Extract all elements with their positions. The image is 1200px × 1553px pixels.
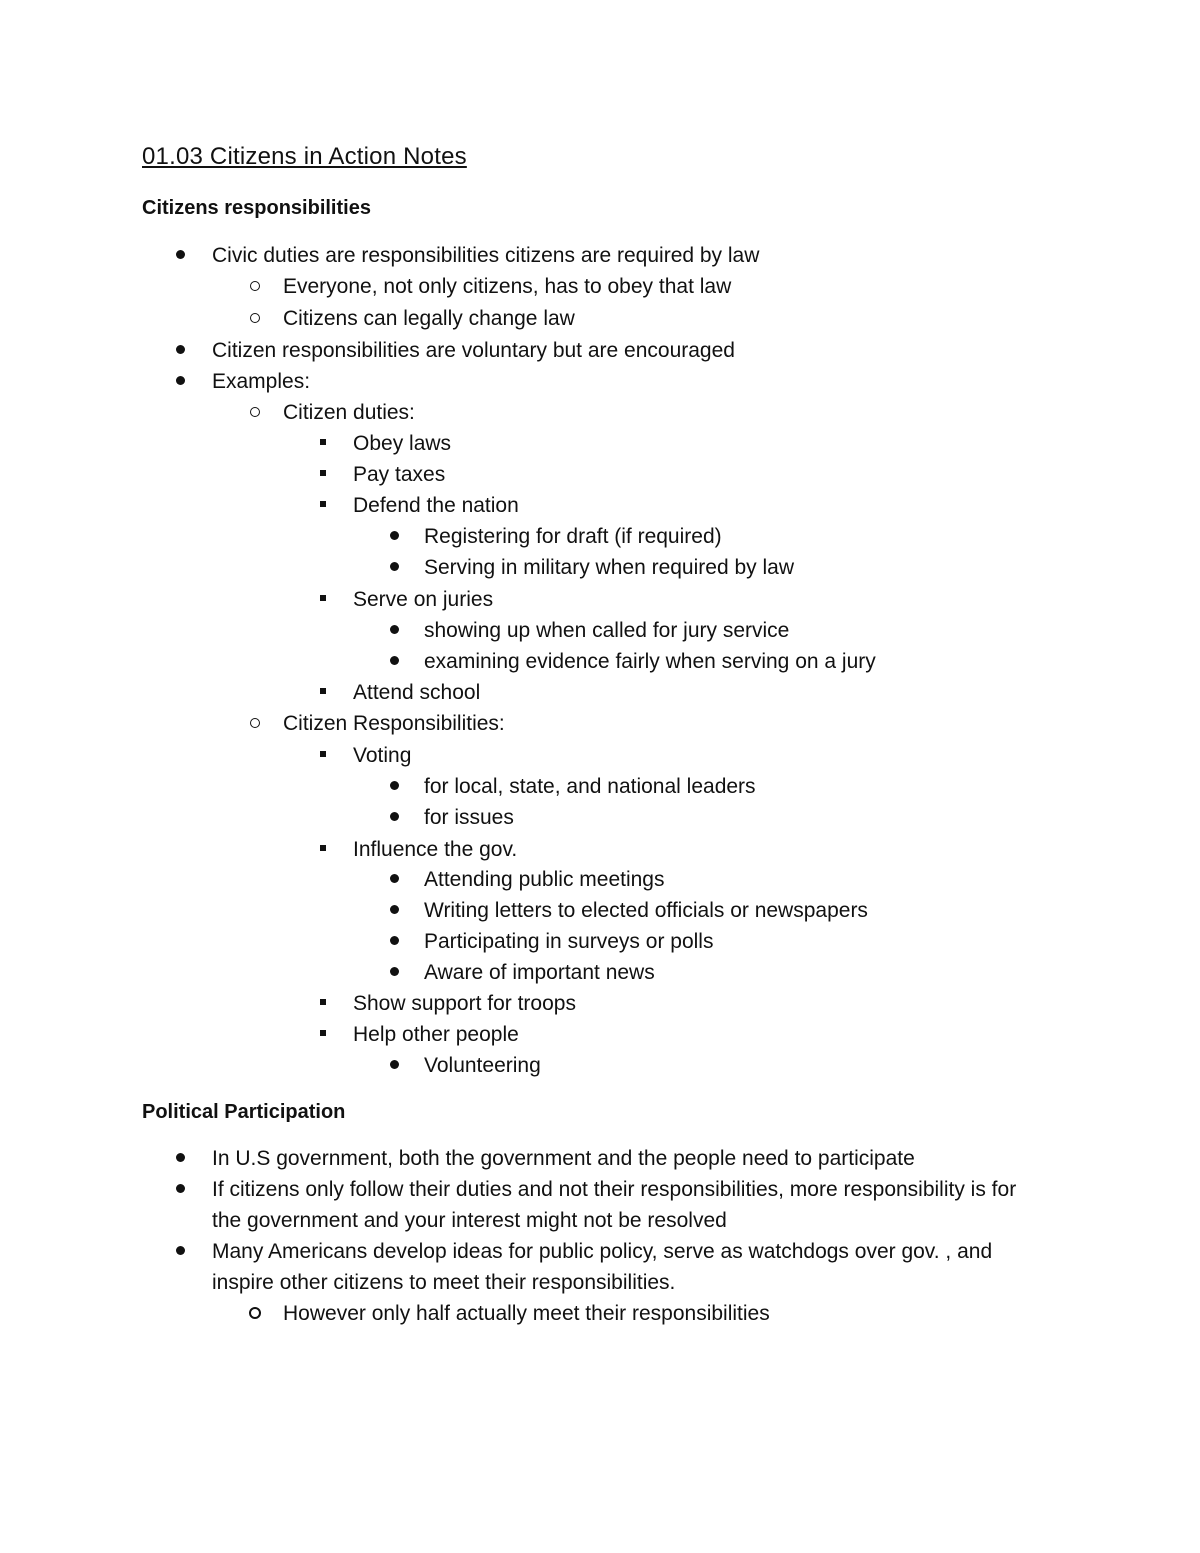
bullet-square-icon — [313, 740, 333, 771]
bullet-dot-icon — [170, 1174, 190, 1205]
bullet-circle-icon — [245, 303, 265, 334]
bullet-dot-icon — [170, 366, 190, 397]
bullet-square-icon — [313, 677, 333, 708]
bullet-dot-icon — [384, 957, 404, 988]
bullet-circle-icon — [245, 1298, 265, 1329]
bullet-dot-icon — [170, 1143, 190, 1174]
bullet-square-icon — [313, 1019, 333, 1050]
bullet-dot-icon — [384, 895, 404, 926]
bullet-dot-icon — [384, 926, 404, 957]
section-heading-political-participation: Political Participation — [142, 1101, 346, 1123]
section-heading-citizens-responsibilities: Citizens responsibilities — [142, 197, 371, 219]
bullet-square-icon — [313, 584, 333, 615]
bullet-square-icon — [313, 459, 333, 490]
document-page: 01.03 Citizens in Action Notes Citizens responsibilities Civic duties are responsibilities citizens are required by law Everyone, not only citizens, has to obey that law Citizens can legally change law Citizen responsibilities are voluntary but are encouraged Examples: Citizen duties: Obey laws Pay taxes Defend the nation Registering for draft (if required) Serving in military when required by law Serve on juries showing up when called for jury service examining evidence fairly when serving on a jury Attend school Citizen Responsibilities: Voting for local, state, and national leaders for issues Influence the gov. Attending public meetings Writing letters to elected officials or newspapers Participating in surveys or polls Aware of important news Show support for troops Help other people Volunteering Political Participation In U.S government, both the government and the people need to participate If citizens only follow their duties and not their responsibilities, more responsibility is for the government and your interest might not be resolved Many Americans develop ideas for public policy, serve as watchdogs over gov. , and inspire other citizens to meet their responsibilities. However only half actually meet their responsibilities — [0, 0, 1200, 1553]
bullet-dot-icon — [384, 864, 404, 895]
bullet-square-icon — [313, 834, 333, 865]
bullet-dot-icon — [384, 771, 404, 802]
bullet-dot-icon — [384, 1050, 404, 1081]
bullet-dot-icon — [170, 335, 190, 366]
bullet-square-icon — [313, 988, 333, 1019]
bullet-circle-icon — [245, 708, 265, 739]
page-title: 01.03 Citizens in Action Notes — [142, 143, 467, 170]
bullet-dot-icon — [384, 552, 404, 583]
bullet-dot-icon — [170, 240, 190, 271]
bullet-dot-icon — [384, 521, 404, 552]
bullet-square-icon — [313, 428, 333, 459]
bullet-square-icon — [313, 490, 333, 521]
bullet-dot-icon — [384, 646, 404, 677]
bullet-dot-icon — [384, 802, 404, 833]
bullet-circle-icon — [245, 271, 265, 302]
bullet-dot-icon — [170, 1236, 190, 1267]
bullet-circle-icon — [245, 397, 265, 428]
bullet-dot-icon — [384, 615, 404, 646]
